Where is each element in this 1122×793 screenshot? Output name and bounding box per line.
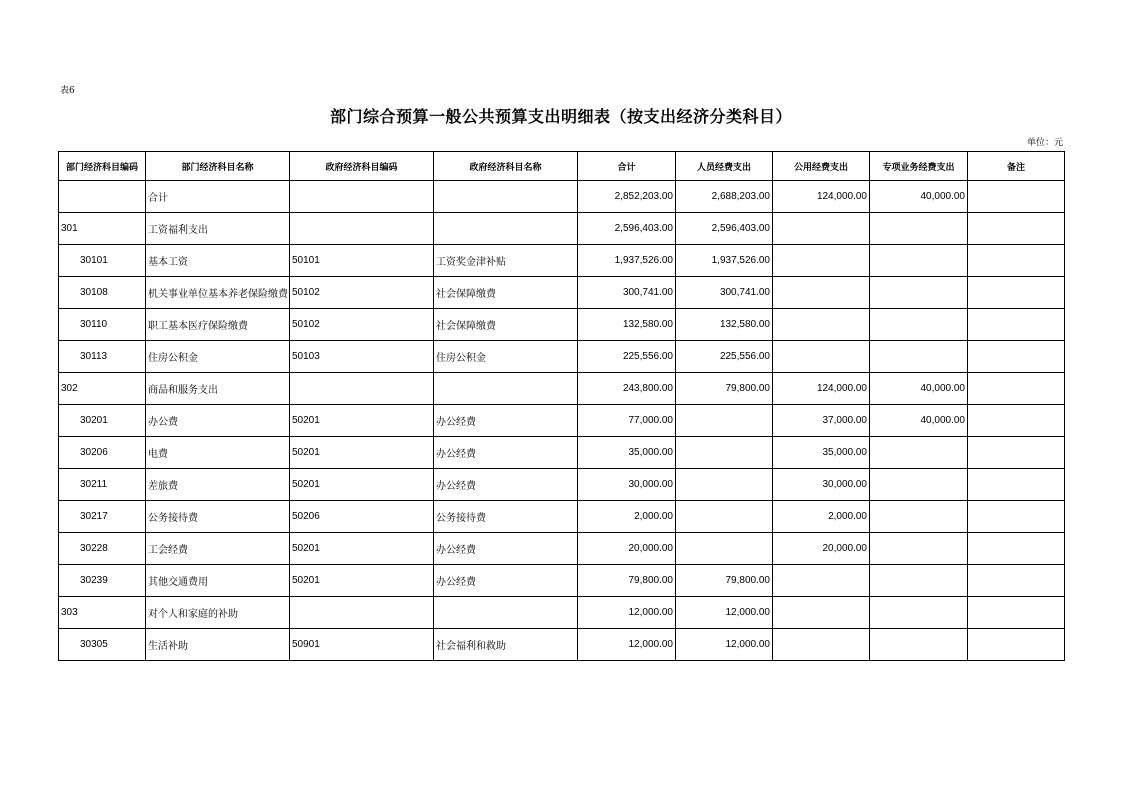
- cell-dept-code: 30211: [59, 469, 146, 501]
- cell-dept-code: 30305: [59, 629, 146, 661]
- header-total: 合计: [578, 152, 676, 181]
- header-personnel: 人员经费支出: [676, 152, 773, 181]
- cell-dept-name: 生活补助: [146, 629, 290, 661]
- cell-dept-code: 30110: [59, 309, 146, 341]
- header-gov-name: 政府经济科目名称: [434, 152, 578, 181]
- table-row: [59, 629, 1065, 661]
- cell-gov-name: 社会福利和救助: [434, 629, 578, 661]
- cell-personnel: [676, 405, 773, 437]
- cell-dept-name: 商品和服务支出: [146, 373, 290, 405]
- budget-table: [58, 151, 1065, 661]
- cell-dept-code: 302: [59, 373, 146, 405]
- cell-gov-code: [290, 597, 434, 629]
- cell-personnel: 12,000.00: [676, 597, 773, 629]
- cell-special: [870, 277, 968, 309]
- cell-special: [870, 309, 968, 341]
- cell-gov-name: 社会保障缴费: [434, 277, 578, 309]
- cell-remark: [968, 597, 1065, 629]
- cell-dept-code: 30239: [59, 565, 146, 597]
- cell-public: [773, 309, 870, 341]
- cell-total: 12,000.00: [578, 629, 676, 661]
- header-remark: 备注: [968, 152, 1065, 181]
- header-gov-code: 政府经济科目编码: [290, 152, 434, 181]
- cell-gov-code: 50206: [290, 501, 434, 533]
- cell-personnel: 225,556.00: [676, 341, 773, 373]
- cell-special: [870, 533, 968, 565]
- cell-dept-name: 机关事业单位基本养老保险缴费: [146, 277, 290, 309]
- cell-special: [870, 565, 968, 597]
- cell-gov-code: [290, 181, 434, 213]
- cell-gov-code: 50201: [290, 565, 434, 597]
- cell-gov-name: 工资奖金津补贴: [434, 245, 578, 277]
- cell-gov-code: 50102: [290, 309, 434, 341]
- cell-gov-name: 办公经费: [434, 437, 578, 469]
- cell-remark: [968, 213, 1065, 245]
- cell-remark: [968, 533, 1065, 565]
- cell-dept-name: 差旅费: [146, 469, 290, 501]
- cell-gov-name: 公务接待费: [434, 501, 578, 533]
- cell-total: 132,580.00: [578, 309, 676, 341]
- cell-personnel: [676, 533, 773, 565]
- unit-label: 单位：元: [1026, 138, 1063, 148]
- cell-gov-code: 50101: [290, 245, 434, 277]
- cell-dept-name: 职工基本医疗保险缴费: [146, 309, 290, 341]
- cell-dept-code: 301: [59, 213, 146, 245]
- cell-public: [773, 277, 870, 309]
- cell-total: 35,000.00: [578, 437, 676, 469]
- cell-dept-name: 工资福利支出: [146, 213, 290, 245]
- table-row: [59, 597, 1065, 629]
- table-row: [59, 405, 1065, 437]
- cell-special: [870, 469, 968, 501]
- cell-personnel: 2,688,203.00: [676, 181, 773, 213]
- cell-public: 20,000.00: [773, 533, 870, 565]
- cell-gov-name: 办公经费: [434, 565, 578, 597]
- cell-special: [870, 629, 968, 661]
- cell-dept-name: 合计: [146, 181, 290, 213]
- cell-public: 37,000.00: [773, 405, 870, 437]
- header-public: 公用经费支出: [773, 152, 870, 181]
- cell-special: [870, 501, 968, 533]
- cell-personnel: 12,000.00: [676, 629, 773, 661]
- cell-special: [870, 341, 968, 373]
- cell-remark: [968, 309, 1065, 341]
- cell-gov-code: 50102: [290, 277, 434, 309]
- cell-public: 124,000.00: [773, 181, 870, 213]
- cell-personnel: 132,580.00: [676, 309, 773, 341]
- table-row: [59, 341, 1065, 373]
- cell-remark: [968, 277, 1065, 309]
- table-row: [59, 533, 1065, 565]
- table-row: [59, 437, 1065, 469]
- cell-personnel: 79,800.00: [676, 565, 773, 597]
- cell-public: [773, 245, 870, 277]
- cell-personnel: [676, 469, 773, 501]
- cell-total: 225,556.00: [578, 341, 676, 373]
- cell-gov-name: [434, 213, 578, 245]
- cell-gov-name: [434, 181, 578, 213]
- cell-gov-code: 50201: [290, 437, 434, 469]
- cell-dept-code: 30108: [59, 277, 146, 309]
- cell-special: 40,000.00: [870, 405, 968, 437]
- cell-special: [870, 245, 968, 277]
- cell-total: 243,800.00: [578, 373, 676, 405]
- cell-dept-code: 30217: [59, 501, 146, 533]
- header-dept-code: 部门经济科目编码: [59, 152, 146, 181]
- cell-remark: [968, 565, 1065, 597]
- cell-public: [773, 629, 870, 661]
- cell-special: 40,000.00: [870, 373, 968, 405]
- cell-public: 2,000.00: [773, 501, 870, 533]
- cell-public: [773, 213, 870, 245]
- cell-gov-code: 50901: [290, 629, 434, 661]
- cell-total: 2,596,403.00: [578, 213, 676, 245]
- cell-remark: [968, 373, 1065, 405]
- cell-public: [773, 341, 870, 373]
- cell-dept-code: [59, 181, 146, 213]
- cell-gov-code: [290, 373, 434, 405]
- cell-dept-name: 工会经费: [146, 533, 290, 565]
- table-body: [59, 181, 1065, 661]
- cell-personnel: [676, 437, 773, 469]
- cell-gov-name: 社会保障缴费: [434, 309, 578, 341]
- table-row: [59, 565, 1065, 597]
- cell-total: 2,000.00: [578, 501, 676, 533]
- cell-gov-name: 办公经费: [434, 405, 578, 437]
- cell-special: [870, 597, 968, 629]
- cell-remark: [968, 469, 1065, 501]
- cell-total: 300,741.00: [578, 277, 676, 309]
- cell-remark: [968, 405, 1065, 437]
- cell-total: 1,937,526.00: [578, 245, 676, 277]
- cell-public: [773, 565, 870, 597]
- cell-dept-name: 对个人和家庭的补助: [146, 597, 290, 629]
- table-row: [59, 501, 1065, 533]
- cell-special: [870, 437, 968, 469]
- cell-public: 30,000.00: [773, 469, 870, 501]
- cell-gov-code: [290, 213, 434, 245]
- header-special: 专项业务经费支出: [870, 152, 968, 181]
- cell-dept-name: 住房公积金: [146, 341, 290, 373]
- cell-personnel: 1,937,526.00: [676, 245, 773, 277]
- cell-gov-code: 50103: [290, 341, 434, 373]
- cell-dept-name: 公务接待费: [146, 501, 290, 533]
- cell-dept-code: 30101: [59, 245, 146, 277]
- cell-total: 12,000.00: [578, 597, 676, 629]
- cell-personnel: [676, 501, 773, 533]
- cell-remark: [968, 501, 1065, 533]
- cell-dept-code: 30113: [59, 341, 146, 373]
- table-row: [59, 373, 1065, 405]
- table-row: [59, 245, 1065, 277]
- cell-dept-name: 办公费: [146, 405, 290, 437]
- cell-total: 30,000.00: [578, 469, 676, 501]
- cell-total: 2,852,203.00: [578, 181, 676, 213]
- header-dept-name: 部门经济科目名称: [146, 152, 290, 181]
- cell-remark: [968, 245, 1065, 277]
- cell-dept-name: 其他交通费用: [146, 565, 290, 597]
- cell-remark: [968, 181, 1065, 213]
- cell-gov-name: [434, 373, 578, 405]
- cell-total: 20,000.00: [578, 533, 676, 565]
- cell-personnel: 79,800.00: [676, 373, 773, 405]
- cell-public: 35,000.00: [773, 437, 870, 469]
- cell-total: 77,000.00: [578, 405, 676, 437]
- cell-gov-name: 办公经费: [434, 533, 578, 565]
- cell-personnel: 300,741.00: [676, 277, 773, 309]
- cell-dept-code: 30206: [59, 437, 146, 469]
- cell-dept-code: 30228: [59, 533, 146, 565]
- cell-dept-name: 电费: [146, 437, 290, 469]
- cell-gov-name: [434, 597, 578, 629]
- cell-public: 124,000.00: [773, 373, 870, 405]
- cell-personnel: 2,596,403.00: [676, 213, 773, 245]
- cell-dept-code: 303: [59, 597, 146, 629]
- cell-gov-code: 50201: [290, 469, 434, 501]
- cell-dept-code: 30201: [59, 405, 146, 437]
- table-row: [59, 181, 1065, 213]
- table-row: [59, 469, 1065, 501]
- cell-gov-name: 住房公积金: [434, 341, 578, 373]
- page-title: 部门综合预算一般公共预算支出明细表（按支出经济分类科目）: [329, 107, 792, 126]
- cell-remark: [968, 629, 1065, 661]
- cell-total: 79,800.00: [578, 565, 676, 597]
- cell-public: [773, 597, 870, 629]
- table-row: [59, 309, 1065, 341]
- cell-gov-code: 50201: [290, 405, 434, 437]
- cell-remark: [968, 437, 1065, 469]
- cell-special: [870, 213, 968, 245]
- table-row: [59, 277, 1065, 309]
- cell-gov-code: 50201: [290, 533, 434, 565]
- header-row: [59, 152, 1065, 181]
- cell-gov-name: 办公经费: [434, 469, 578, 501]
- cell-special: 40,000.00: [870, 181, 968, 213]
- table-row: [59, 213, 1065, 245]
- cell-dept-name: 基本工资: [146, 245, 290, 277]
- table-label: 表6: [60, 86, 75, 96]
- cell-remark: [968, 341, 1065, 373]
